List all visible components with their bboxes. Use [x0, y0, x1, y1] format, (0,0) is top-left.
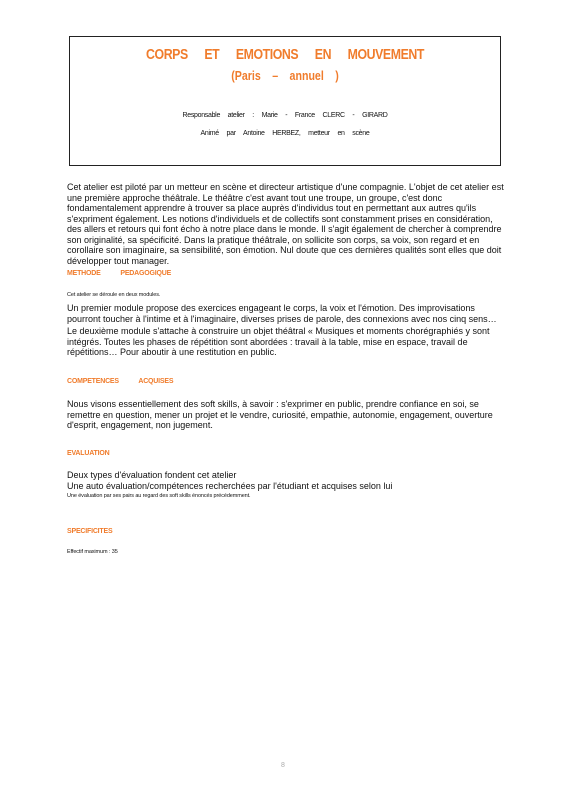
competences-text: Nous visons essentiellement des soft skills, à savoir : s'exprimer en public, prendre confiance en soi, se remettre en question, mener un projet et le vendre, curiosité, empathie, autonomie, engagement, ouverture d'esprit, engagement, non jugement.: [67, 399, 493, 430]
page-subtitle: (Paris – annuel ): [231, 69, 339, 83]
methode-line1: Cet atelier se déroule en deux modules.: [67, 292, 161, 298]
specificites-text: Effectif maximum : 35: [67, 549, 118, 555]
evaluation-line2: Une auto évaluation/compétences recherchées par l'étudiant et acquises selon lui: [67, 480, 393, 491]
evaluation-heading: EVALUATION: [67, 450, 110, 457]
evaluation-line1: Deux types d'évaluation fondent cet atelier: [67, 470, 237, 480]
methode-section: [67, 270, 507, 358]
responsable-line: Responsable atelier : Marie - France CLERC - GIRARD: [182, 112, 388, 119]
competences-section: [67, 378, 507, 431]
methode-line2: Un premier module propose des exercices engageant le corps, la voix et l'émotion. Des improvisations pourront toucher à l'intime et à l'imaginaire, diverses prises de parole, des connexions avec nos cinq sens…: [67, 303, 497, 324]
anime-line: Animé par Antoine HERBEZ, metteur en scène: [200, 130, 370, 137]
methode-line3: Le deuxième module s'attache à construire un objet théâtral « Musiques et moments chorégraphiés y sont intégrés. Toutes les phases de répétition sont abordées : travail à la table, mise en espace, travail de répétitions… Pour aboutir à une restitution en public.: [67, 326, 490, 357]
competences-heading: COMPETENCES ACQUISES: [67, 378, 174, 385]
header-box: [69, 36, 501, 166]
methode-heading: METHODE PEDAGOGIQUE: [67, 270, 172, 277]
intro-paragraph: Cet atelier est piloté par un metteur en scène et directeur artistique d'une compagnie. L'objet de cet atelier est une première approche théâtrale. Le théâtre c'est avant tout une troupe, un groupe, c'est donc fondamentalement apprendre à trouver sa place auprès d'individus tout en permettant aux autres qu'ils s'expriment également. Les notions d'individuels et de collectifs sont constamment prises en considération, des allers et retours qui font écho à notre place dans le monde. Il s'agit également de chercher à comprendre son originalité, sa spécificité. Dans la pratique théâtrale, on sollicite son corps, sa voix, son regard et en corollaire son imaginaire, sa sensibilité, son émotion. Nul doute que ces dernières qualités sont elles que doit développer tout manager.: [67, 182, 504, 266]
page-number: 8: [281, 762, 285, 769]
specificites-heading: SPECIFICITES: [67, 528, 113, 535]
specificites-section: [67, 528, 507, 556]
page-title: CORPS ET EMOTIONS EN MOUVEMENT: [146, 47, 424, 63]
intro-section: [67, 182, 507, 266]
evaluation-section: [67, 450, 507, 500]
evaluation-line3: Une évaluation par ses pairs au regard des soft skills énoncés précédemment.: [67, 493, 251, 499]
